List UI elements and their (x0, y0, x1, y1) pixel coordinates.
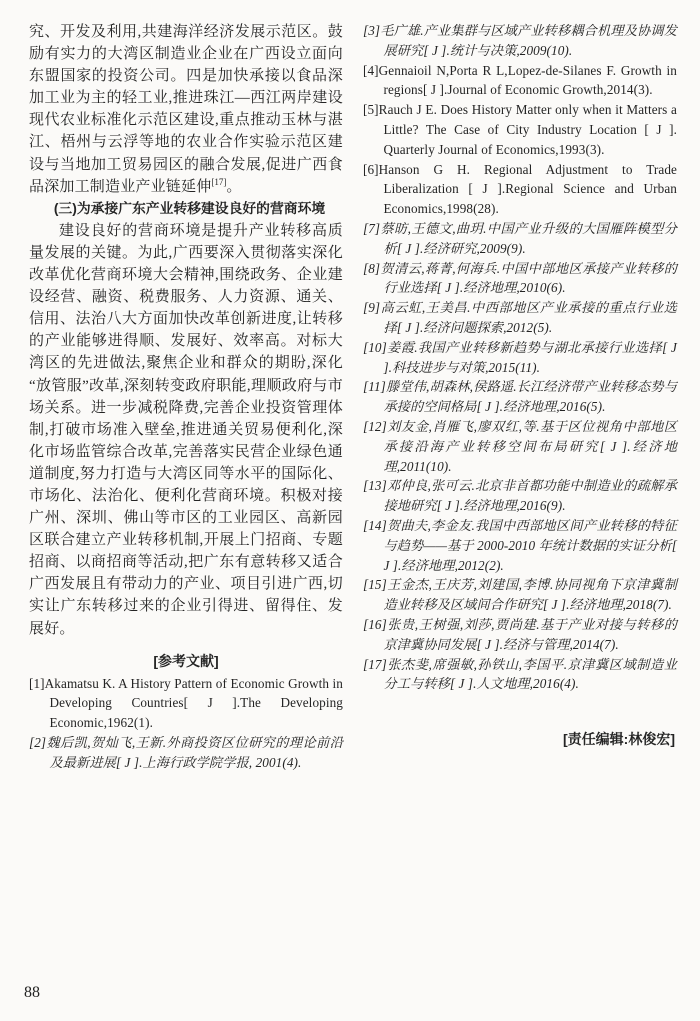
reference-item: [16]张贵,王树强,刘莎,贾尚建.基于产业对接与转移的京津冀协同发展[ J ].经济与管理,2014(7). (363, 616, 677, 652)
reference-item: [14]贺曲夫,李金友.我国中西部地区间产业转移的特征与趋势——基于 2000-2010 年统计数据的实证分析[ J ].经济地理,2012(2). (363, 517, 677, 573)
reference-item: [12]刘友金,肖雁飞,廖双红,等.基于区位视角中部地区承接沿海产业转移空间布局研究[ J ].经济地理,2011(10). (363, 418, 677, 474)
right-column (363, 21, 677, 749)
reference-item: [11]滕堂伟,胡森林,侯路遥.长江经济带产业转移态势与承接的空间格局[ J ].经济地理,2016(5). (363, 379, 677, 415)
reference-item: [17]张杰斐,席强敏,孙铁山,李国平.京津冀区域制造业分工与转移[ J ].人文地理,2016(4). (363, 656, 677, 692)
references-header: [参考文献] (153, 652, 219, 669)
para1-period: 。 (226, 178, 242, 195)
reference-item: [10]姜霞.我国产业转移新趋势与湖北承接行业选择[ J ].科技进步与对策,2015(11). (363, 339, 677, 375)
reference-item: [2]魏后凯,贺灿飞,王新.外商投资区位研究的理论前沿及最新进展[ J ].上海行政学院学报, 2001(4). (29, 735, 343, 770)
reference-item: [7]蔡昉,王德文,曲玥.中国产业升级的大国雁阵模型分析[ J ].经济研究,2009(9). (363, 220, 677, 256)
reference-item: [13]邓仲良,张可云.北京非首都功能中制造业的疏解承接地研究[ J ].经济地理,2016(9). (363, 478, 677, 514)
reference-item: [3]毛广雄.产业集群与区域产业转移耦合机理及协调发展研究[ J ].统计与决策,2009(10). (363, 23, 677, 58)
citation-superscript: [17] (211, 176, 227, 187)
reference-item: [15]王金杰,王庆芳,刘建国,李博.协同视角下京津冀制造业转移及区域间合作研究[ J ].经济地理,2018(7). (363, 577, 677, 613)
reference-item: [9]高云虹,王美昌.中西部地区产业承接的重点行业选择[ J ].经济问题探索,2012(5). (363, 300, 677, 335)
reference-item: [4]Gennaioil N,Porta R L,Lopez-de-Silanes F. Growth in regions[ J ].Journal of Economic Growth,2014(3). (363, 62, 677, 98)
editor-note: [责任编辑:林俊宏] (563, 731, 675, 748)
reference-item: [1]Akamatsu K. A History Pattern of Economic Growth in Developing Countries[ J ].The Developing Economic,1962(1). (29, 675, 343, 731)
paragraph-continuation (29, 21, 343, 198)
paragraph-body: 建设良好的营商环境是提升产业转移高质量发展的关键。为此,广西要深入贯彻落实深化改革优化营商环境大会精神,围绕政务、企业建设经营、融资、税费服务、人力资源、通关、信用、法治八大方面加快改革创新进度,让转移的产业能够进得顺、发展好、效率高。对标大湾区的先进做法,聚焦企业和群众的期盼,深化“放管服”改革,深刻转变政府职能,理顺政府与市场关系。进一步减税降费,完善企业投资管理体制,打破市场准入壁垒,推进通关贸易便利化,深化市场监管综合改革,完善落实民营企业绿色通道制度,努力打造与大湾区同等水平的国际化、市场化、法治化、便利化营商环境。积极对接广州、深圳、佛山等市区的工业园区、高新园区联合建立产业转移机制,开展上门招商、专题招商、以商招商等活动,把广东有意转移又适合广西发展且有带动力的产业、项目引进广西,切实让广东转移过来的企业引得进、留得住、发展好。 (29, 222, 343, 637)
left-column (29, 21, 343, 773)
reference-item: [5]Rauch J E. Does History Matter only when it Matters a Little? The Case of City Industry Location [ J ]. Quarterly Journal of Economics,1993(3). (363, 102, 677, 157)
para1-text: 究、开发及利用,共建海洋经济发展示范区。鼓励有实力的大湾区制造业企业在广西设立面向东盟国家的投资公司。四是加快承接以食品深加工业为主的轻工业,推进珠江—西江两岸建设现代农业标准化示范区建设,重点推动玉林与湛江、梧州与云浮等地的农业合作实验示范区建设与当地加工贸易园区的融合发展,促进广西食品深加工制造业产业链延伸 (29, 24, 343, 195)
reference-item: [6]Hanson G H. Regional Adjustment to Trade Liberalization [ J ].Regional Science and Urban Economics,1998(28). (363, 161, 677, 217)
section-heading: (三)为承接广东产业转移建设良好的营商环境 (53, 200, 326, 216)
page-number: 88 (24, 984, 40, 1001)
reference-item: [8]贺清云,蒋菁,何海兵.中国中部地区承接产业转移的行业选择[ J ].经济地理,2010(6). (363, 260, 677, 296)
